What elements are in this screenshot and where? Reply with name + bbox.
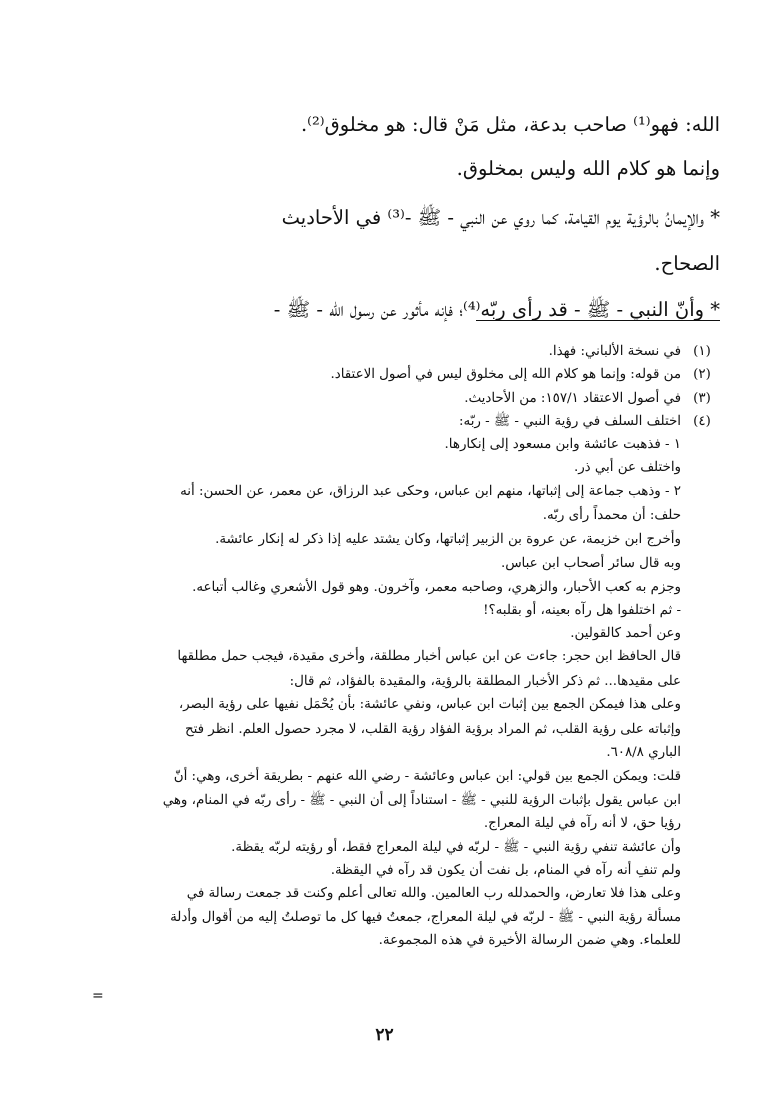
footnote-body-line: رؤيا حق، لا أنه رآه في ليلة المعراج. — [483, 816, 681, 832]
main-line: * وأنّ النبي - ﷺ - قد رأى ربّه⁽⁴⁾؛ فإنه مأثور عن رسول الله - ﷺ - — [273, 298, 720, 321]
footnote — [75, 340, 723, 363]
footnote-body-line: وأخرج ابن خزيمة، عن عروة بن الزبير إثباتها، وكان يشتد عليه إذا ذكر له إنكار عائشة. — [215, 531, 681, 547]
main-line: الصحاح. — [654, 252, 720, 275]
footnote-body-line: حلف: أن محمداً رأى ربّه. — [542, 508, 681, 524]
footnote-text: من قوله: وإنما هو كلام الله إلى مخلوق ليس في أصول الاعتقاد. — [330, 367, 681, 383]
page-number: ٢٢ — [375, 1025, 394, 1045]
footnote-body-line: واختلف عن أبي ذر. — [573, 460, 681, 476]
footnote-body-line: ولم تنفِ أنه رآه في المنام، بل نفت أن يكون قد رآه في اليقظة. — [330, 863, 681, 879]
footnote-body-line: قال الحافظ ابن حجر: جاءت عن ابن عباس أخبار مطلقة، وأخرى مقيدة، فيجب حمل مطلقها — [177, 649, 681, 665]
footnote-body-line: وإثباته على رؤية القلب، ثم المراد برؤية الفؤاد رؤية القلب، لا مجرد حصول العلم. انظر فتح — [184, 721, 681, 737]
footnote-number: (٤) — [693, 413, 711, 429]
footnote — [75, 410, 723, 433]
main-line: * والإيمانُ بالرؤية يوم القيامة، كما روي عن النبي - ﷺ -⁽³⁾ في الأحاديث — [281, 206, 720, 229]
footnote-body-line: - ثم اختلفوا هل رآه بعينه، أو بقلبه؟! — [483, 602, 681, 618]
main-line: الله: فهو⁽¹⁾ صاحب بدعة، مثل مَنْ قال: هو مخلوق⁽²⁾. — [300, 113, 720, 136]
footnote-body-line: قلت: ويمكن الجمع بين قولي: ابن عباس وعائشة - رضي الله عنهم - بطريقة أخرى، وهي: أنّ — [173, 768, 681, 784]
footnote-body-line: وعلى هذا فيمكن الجمع بين إثبات ابن عباس، ونفي عائشة: بأن يُحْمَل نفيها على رؤية البصر، — [178, 697, 681, 713]
footnote-body-line: الباري ٦٠٨/٨. — [606, 745, 681, 761]
footnote — [75, 363, 723, 386]
footnotes — [75, 340, 723, 952]
footnote-body-line: ٢ - وذهب جماعة إلى إثباتها، منهم ابن عباس، وحكى عبد الرزاق، عن معمر، عن الحسن: أنه — [180, 483, 681, 499]
footnote-body-line: وبه قال سائر أصحاب ابن عباس. — [500, 556, 681, 572]
footnote-number: (١) — [693, 344, 711, 359]
footnote-body-line: وعن أحمد كالقولين. — [570, 626, 681, 642]
footnote-body-line: للعلماء. وهي ضمن الرسالة الأخيرة في هذه المجموعة. — [378, 932, 681, 948]
footnote-body-line: على مقيدها... ثم ذكر الأخبار المطلقة بالرؤية، والمقيدة بالفؤاد، ثم قال: — [289, 674, 681, 690]
footnote — [75, 387, 723, 410]
footnote-number: (٢) — [693, 367, 711, 383]
footnote-text: في أصول الاعتقاد ١٥٧/١: من الأحاديث. — [464, 390, 681, 406]
footnote-separator — [476, 320, 720, 321]
footnote-body-line: وجزم به كعب الأحبار، والزهري، وصاحبه معمر، وآخرون. وهو قول الأشعري وغالب أتباعه. — [192, 579, 681, 595]
footnote-body-line: ١ - فذهبت عائشة وابن مسعود إلى إنكارها. — [444, 437, 681, 453]
footnote-text: في نسخة الألباني: فهذا. — [548, 344, 681, 359]
footnote-body-line: وعلى هذا فلا تعارض، والحمدلله رب العالمين. والله تعالى أعلم وكنت قد جمعت رسالة في — [186, 886, 681, 902]
footnote-body-line: ابن عباس يقول بإثبات الرؤية للنبي - ﷺ - استناداً إلى أن النبي - ﷺ - رأى ربّه في المنام، وهي — [162, 793, 681, 809]
footnote-text: اختلف السلف في رؤية النبي - ﷺ - ربّه: — [459, 413, 681, 429]
continuation-mark: = — [92, 988, 104, 1004]
footnote-body-line: وأن عائشة تنفي رؤية النبي - ﷺ - لربّه في ليلة المعراج فقط، أو رؤيته لربّه يقظة. — [231, 839, 681, 855]
footnote-number: (٣) — [693, 390, 711, 406]
main-line: وإنما هو كلام الله وليس بمخلوق. — [456, 157, 720, 180]
main-text — [84, 103, 720, 333]
footnote-body-line: مسألة رؤية النبي - ﷺ - لربّه في ليلة المعراج، جمعتُ فيها كل ما توصلتُ إليه من أقوال وأدلة — [170, 909, 681, 925]
